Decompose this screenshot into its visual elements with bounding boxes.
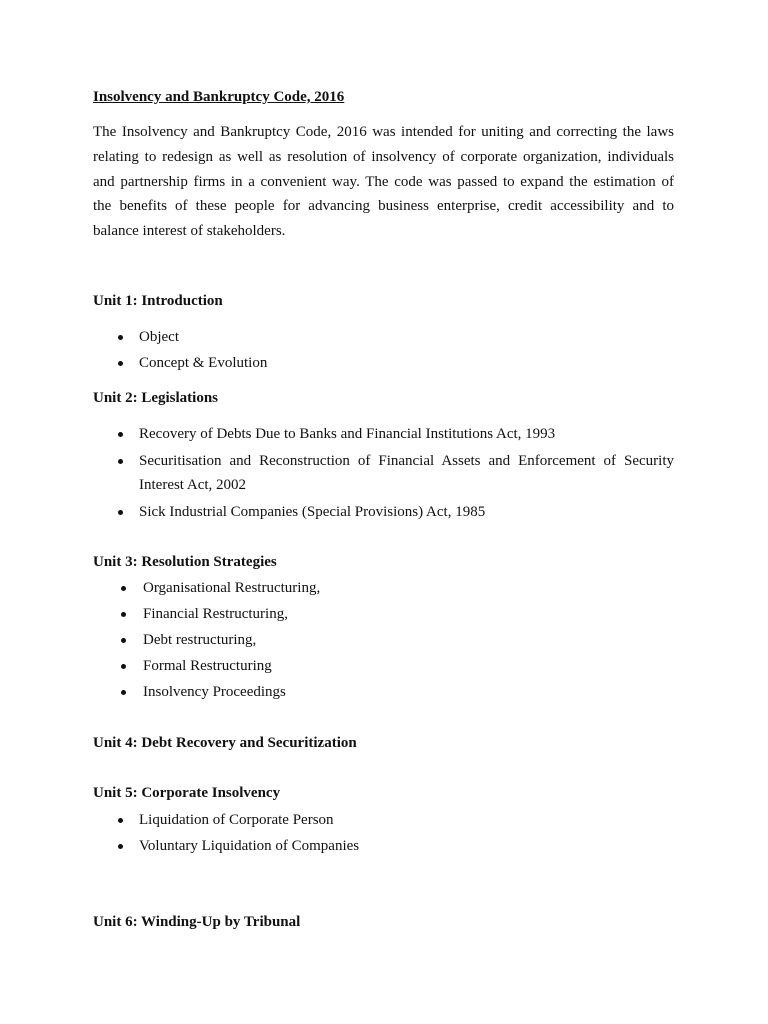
list-item: Liquidation of Corporate Person	[139, 812, 334, 828]
bullet-icon	[121, 664, 126, 669]
bullet-icon	[118, 432, 123, 437]
intro-line: relating to redesign as well as resolution of insolvency of corporate organization, individuals	[93, 149, 674, 165]
bullet-icon	[118, 459, 123, 464]
list-item: Object	[139, 329, 179, 345]
list-item: Organisational Restructuring,	[143, 580, 321, 596]
list-item: Concept & Evolution	[139, 355, 268, 371]
bullet-icon	[121, 586, 126, 591]
bullet-icon	[118, 510, 123, 515]
unit-heading: Unit 1: Introduction	[93, 293, 223, 309]
intro-line: and partnership firms in a convenient way. The code was passed to expand the estimation of	[93, 174, 674, 190]
list-item: Voluntary Liquidation of Companies	[139, 838, 360, 854]
unit-heading: Unit 2: Legislations	[93, 390, 219, 406]
list-item: Debt restructuring,	[143, 632, 257, 648]
unit-heading: Unit 5: Corporate Insolvency	[93, 785, 281, 801]
intro-line: The Insolvency and Bankruptcy Code, 2016 was intended for uniting and correcting the laws	[93, 124, 674, 140]
intro-line: the benefits of these people for advancing business enterprise, credit accessibility and to	[93, 198, 674, 214]
list-item: Insolvency Proceedings	[143, 684, 286, 700]
bullet-icon	[118, 818, 123, 823]
unit-heading: Unit 4: Debt Recovery and Securitization	[93, 735, 357, 751]
list-item: Formal Restructuring	[143, 658, 272, 674]
bullet-icon	[118, 844, 123, 849]
bullet-icon	[118, 335, 123, 340]
list-item: Securitisation and Reconstruction of Financial Assets and Enforcement of Security	[139, 453, 674, 469]
bullet-icon	[121, 612, 126, 617]
intro-line: balance interest of stakeholders.	[93, 223, 286, 239]
list-item: Recovery of Debts Due to Banks and Financial Institutions Act, 1993	[139, 426, 556, 442]
bullet-icon	[121, 638, 126, 643]
list-item: Financial Restructuring,	[143, 606, 288, 622]
unit-heading: Unit 3: Resolution Strategies	[93, 554, 277, 570]
list-item: Sick Industrial Companies (Special Provisions) Act, 1985	[139, 504, 486, 520]
bullet-icon	[121, 690, 126, 695]
unit-heading: Unit 6: Winding-Up by Tribunal	[93, 914, 301, 930]
bullet-icon	[118, 361, 123, 366]
document-title: Insolvency and Bankruptcy Code, 2016	[93, 89, 345, 105]
list-item-continuation: Interest Act, 2002	[139, 477, 247, 493]
